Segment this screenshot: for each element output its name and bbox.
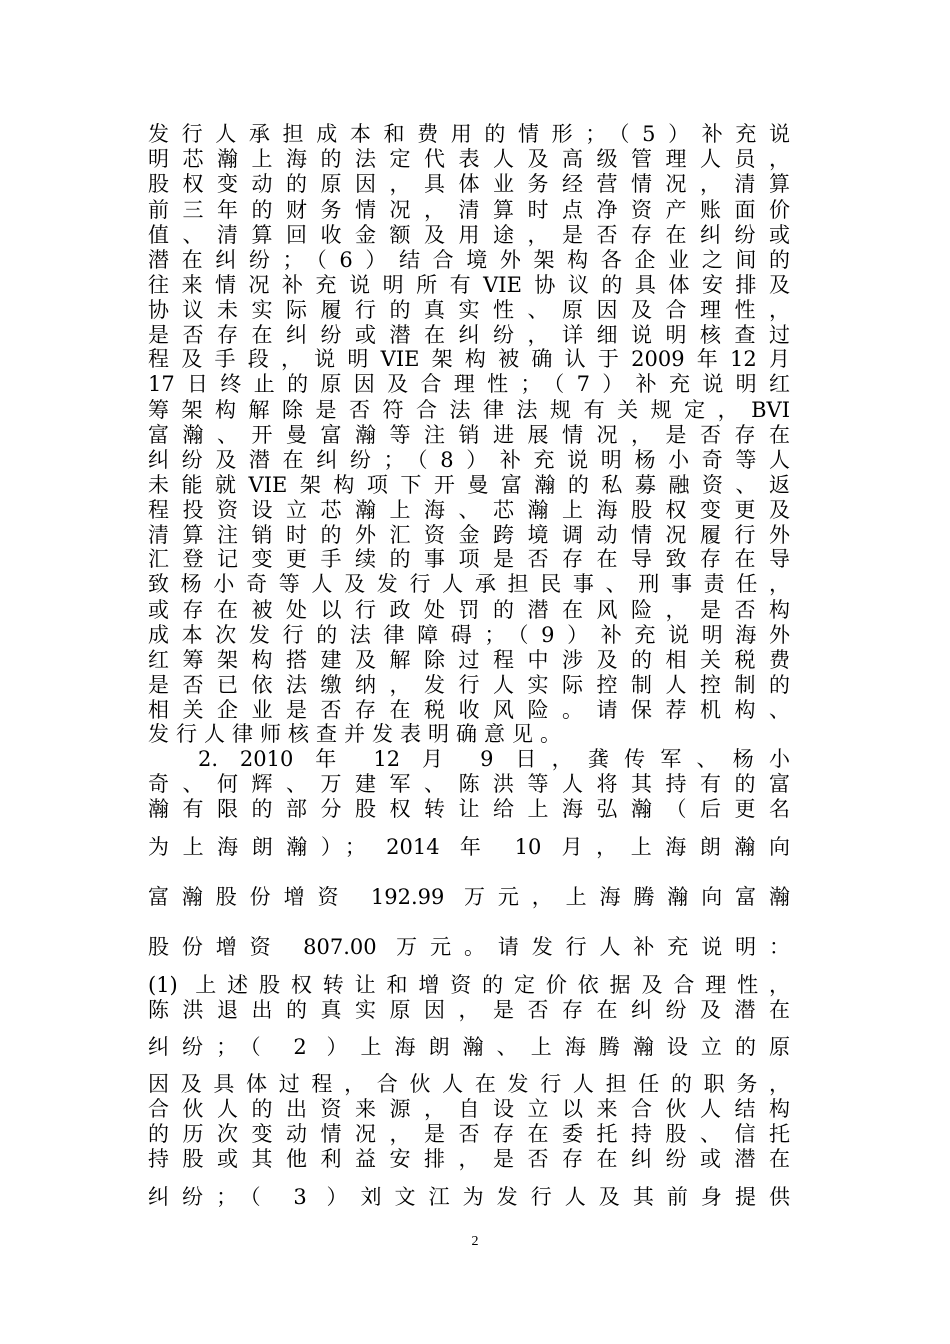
text-line: 发行人律师核查并发表明确意见。 (148, 722, 568, 746)
text-line: 17日终止的原因及合理性；（7）补充说明红 (148, 372, 790, 396)
text-line: 的历次变动情况，是否存在委托持股、信托 (148, 1122, 790, 1146)
text-line: 红筹架构搭建及解除过程中涉及的相关税费 (148, 648, 790, 672)
text-line: 是否存在纠纷或潜在纠纷，详细说明核查过 (148, 323, 790, 347)
text-line: 持股或其他利益安排，是否存在纠纷或潜在 (148, 1147, 790, 1171)
text-line: 陈洪退出的真实原因，是否存在纠纷及潜在 (148, 998, 790, 1022)
text-line: 明芯瀚上海的法定代表人及高级管理人员， (148, 147, 790, 171)
text-line: 富瀚、开曼富瀚等注销进展情况，是否存在 (148, 423, 790, 447)
text-line: 前三年的财务情况，清算时点净资产账面价 (148, 198, 790, 222)
text-line: 股份增资 807.00 万元。请发行人补充说明： (148, 935, 790, 959)
text-line: 程投资设立芯瀚上海、芯瀚上海股权变更及 (148, 498, 790, 522)
text-line: 瀚有限的部分股权转让给上海弘瀚（后更名 (148, 797, 790, 821)
text-line: 发行人承担成本和费用的情形；（5）补充说 (148, 122, 790, 146)
text-line: (1) 上述股权转让和增资的定价依据及合理性， (148, 973, 790, 997)
text-line: 纠纷；（ 2 ）上海朗瀚、上海腾瀚设立的原 (148, 1035, 790, 1059)
text-line: 是否已依法缴纳，发行人实际控制人控制的 (148, 673, 790, 697)
text-line: 或存在被处以行政处罚的潜在风险，是否构 (148, 598, 790, 622)
section-heading-line: 2. 2010 年 12 月 9 日，龚传军、杨小 (198, 747, 790, 771)
page-number: 2 (471, 1234, 479, 1249)
text-line: 未能就VIE架构项下开曼富瀚的私募融资、返 (148, 473, 790, 497)
text-line: 致杨小奇等人及发行人承担民事、刑事责任， (148, 572, 790, 596)
text-line: 成本次发行的法律障碍；（9）补充说明海外 (148, 623, 790, 647)
text-line: 程及手段，说明VIE架构被确认于2009年12月 (148, 347, 790, 371)
text-line: 协议未实际履行的真实性、原因及合理性， (148, 298, 790, 322)
text-line: 奇、何辉、万建军、陈洪等人将其持有的富 (148, 772, 790, 796)
text-line: 富瀚股份增资 192.99 万元，上海腾瀚向富瀚 (148, 885, 790, 909)
text-line: 因及具体过程，合伙人在发行人担任的职务， (148, 1072, 790, 1096)
text-line: 汇登记变更手续的事项是否存在导致存在导 (148, 547, 790, 571)
text-line: 往来情况补充说明所有VIE协议的具体安排及 (148, 273, 790, 297)
text-line: 潜在纠纷；（6）结合境外架构各企业之间的 (148, 248, 790, 272)
text-line: 合伙人的出资来源，自设立以来合伙人结构 (148, 1097, 790, 1121)
text-line: 筹架构解除是否符合法律法规有关规定，BVI (148, 398, 790, 422)
text-line: 清算注销时的外汇资金跨境调动情况履行外 (148, 523, 790, 547)
text-line: 为上海朗瀚）； 2014 年 10 月，上海朗瀚向 (148, 835, 790, 859)
text-line: 股权变动的原因，具体业务经营情况，清算 (148, 172, 790, 196)
text-line: 纠纷；（ 3 ）刘文江为发行人及其前身提供 (148, 1185, 790, 1209)
text-line: 相关企业是否存在税收风险。请保荐机构、 (148, 698, 790, 722)
text-line: 值、清算回收金额及用途，是否存在纠纷或 (148, 223, 790, 247)
text-line: 纠纷及潜在纠纷；（8）补充说明杨小奇等人 (148, 448, 790, 472)
